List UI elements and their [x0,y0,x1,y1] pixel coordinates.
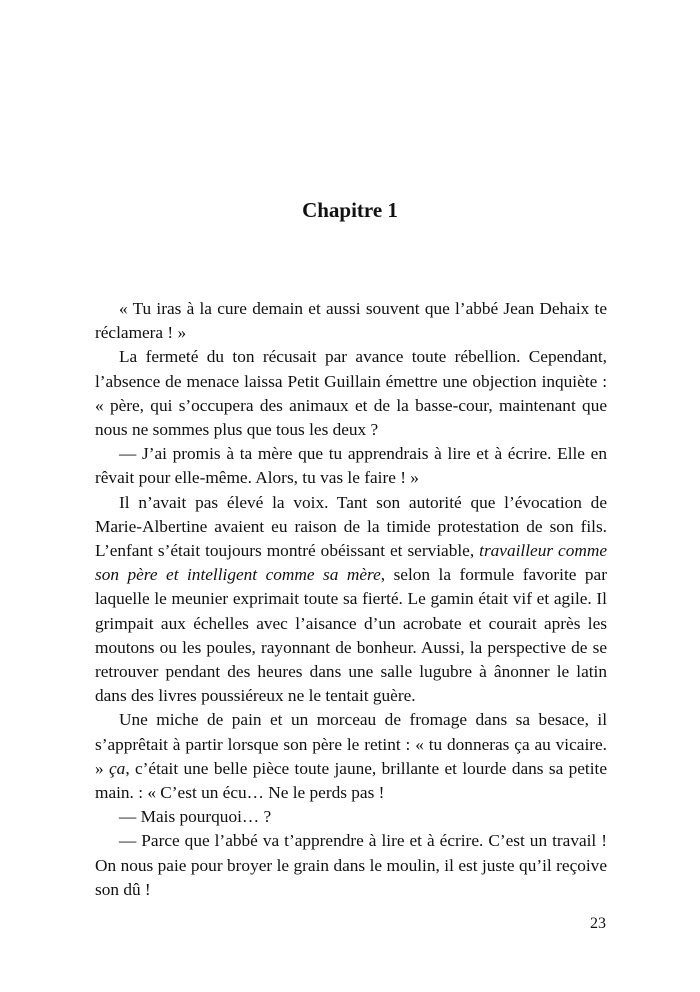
paragraph-text: La fermeté du ton récusait par avance toute rébellion. Cependant, l’absence de menace laissa Petit Guillain émettre une objection inquiète : « père, qui s’occupera des animaux et de la basse-cour, maintenant que nous ne sommes plus que tous les deux ? [95,347,607,440]
italic-text: travailleur comme son père et intelligent comme sa mère [95,541,607,585]
paragraph-text: — Parce que l’abbé va t’apprendre à lire et à écrire. C’est un travail ! On nous paie pour broyer le grain dans le moulin, il est juste qu’il reçoive son dû ! [95,831,607,899]
chapter-body [95,297,607,902]
paragraph [95,442,607,490]
paragraph-text: , selon la formule favorite par laquelle le meunier exprimait toute sa fierté. Le gamin était vif et agile. Il grimpait aux échelles avec l’aisance d’un acrobate et courait après les moutons ou les poules, rayonnant de bonheur. Aussi, la perspective de se retrouver pendant des heures dans une salle lugubre à ânonner le latin dans des livres poussiéreux ne le tentait guère. [95,565,607,706]
paragraph [95,805,607,829]
paragraph [95,708,607,805]
paragraph [95,491,607,709]
paragraph-text: — Mais pourquoi… ? [119,807,272,827]
italic-text: ça [109,758,126,778]
paragraph-text: — J’ai promis à ta mère que tu apprendrais à lire et à écrire. Elle en rêvait pour elle-même. Alors, tu vas le faire ! » [95,444,607,488]
paragraph-text: Il n’avait pas élevé la voix. Tant son autorité que l’évocation de Marie-Albertine avaient eu raison de la timide protestation de son fils. L’enfant s’était toujours montré obéissant et serviable, [95,492,607,561]
paragraph [95,297,607,345]
chapter-title: Chapitre 1 [302,198,398,222]
paragraph-text: « Tu iras à la cure demain et aussi souvent que l’abbé Jean Dehaix te réclamera ! » [95,299,607,343]
paragraph [95,829,607,902]
paragraph [95,345,607,442]
paragraph-text: Une miche de pain et un morceau de fromage dans sa besace, il s’apprêtait à partir lorsque son père le retint : « tu donneras ça au vicaire. » [95,710,607,778]
paragraph-text: , c’était une belle pièce toute jaune, brillante et lourde dans sa petite main. : « C’est un écu… Ne le perds pas ! [95,758,607,803]
page-number: 23 [590,915,606,932]
